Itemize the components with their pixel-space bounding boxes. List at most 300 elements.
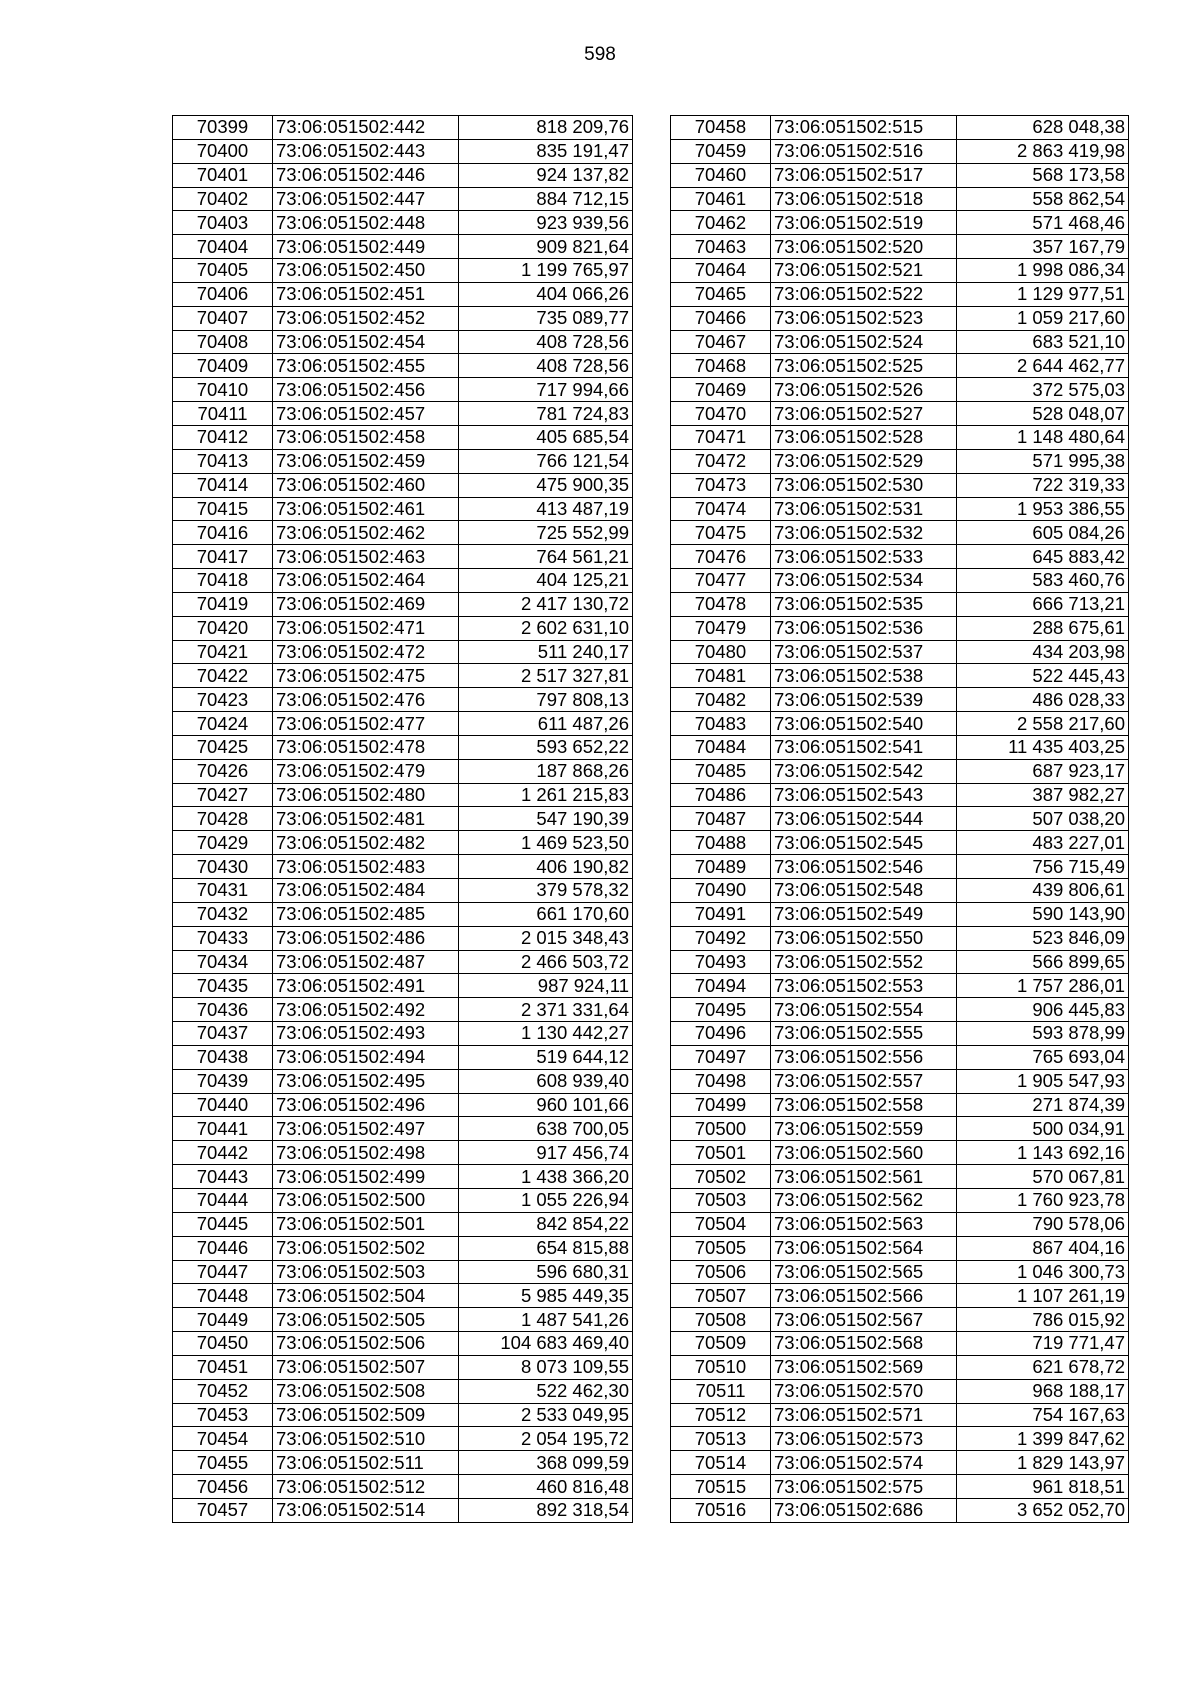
value-cell: 404 066,26 bbox=[459, 282, 633, 306]
table-row bbox=[671, 1427, 1129, 1451]
table-row bbox=[173, 902, 633, 926]
table-row bbox=[173, 449, 633, 473]
cadastral-number: 73:06:051502:495 bbox=[273, 1069, 459, 1093]
row-number: 70503 bbox=[671, 1188, 771, 1212]
table-row bbox=[173, 688, 633, 712]
table-row bbox=[671, 759, 1129, 783]
row-number: 70415 bbox=[173, 497, 273, 521]
table-row bbox=[173, 1355, 633, 1379]
table-row bbox=[173, 354, 633, 378]
table-row bbox=[173, 759, 633, 783]
row-number: 70435 bbox=[173, 974, 273, 998]
value-cell: 1 905 547,93 bbox=[957, 1069, 1129, 1093]
value-cell: 683 521,10 bbox=[957, 330, 1129, 354]
cadastral-number: 73:06:051502:451 bbox=[273, 282, 459, 306]
table-row bbox=[671, 497, 1129, 521]
row-number: 70434 bbox=[173, 950, 273, 974]
row-number: 70463 bbox=[671, 235, 771, 259]
row-number: 70417 bbox=[173, 545, 273, 569]
cadastral-number: 73:06:051502:498 bbox=[273, 1141, 459, 1165]
row-number: 70439 bbox=[173, 1069, 273, 1093]
value-cell: 405 685,54 bbox=[459, 425, 633, 449]
table-row bbox=[671, 855, 1129, 879]
table-row bbox=[173, 1403, 633, 1427]
cadastral-number: 73:06:051502:455 bbox=[273, 354, 459, 378]
cadastral-number: 73:06:051502:462 bbox=[273, 521, 459, 545]
row-number: 70461 bbox=[671, 187, 771, 211]
value-cell: 1 107 261,19 bbox=[957, 1284, 1129, 1308]
row-number: 70422 bbox=[173, 664, 273, 688]
table-row bbox=[173, 259, 633, 283]
value-cell: 368 099,59 bbox=[459, 1451, 633, 1475]
cadastral-number: 73:06:051502:481 bbox=[273, 807, 459, 831]
table-row bbox=[671, 1069, 1129, 1093]
row-number: 70409 bbox=[173, 354, 273, 378]
cadastral-number: 73:06:051502:501 bbox=[273, 1212, 459, 1236]
table-row bbox=[671, 1379, 1129, 1403]
row-number: 70505 bbox=[671, 1236, 771, 1260]
table-row bbox=[671, 712, 1129, 736]
value-cell: 1 438 366,20 bbox=[459, 1165, 633, 1189]
table-row bbox=[671, 688, 1129, 712]
value-cell: 583 460,76 bbox=[957, 569, 1129, 593]
cadastral-number: 73:06:051502:563 bbox=[771, 1212, 957, 1236]
table-row bbox=[671, 1475, 1129, 1499]
table-row bbox=[173, 1475, 633, 1499]
row-number: 70430 bbox=[173, 855, 273, 879]
row-number: 70466 bbox=[671, 306, 771, 330]
value-cell: 357 167,79 bbox=[957, 235, 1129, 259]
row-number: 70481 bbox=[671, 664, 771, 688]
cadastral-number: 73:06:051502:491 bbox=[273, 974, 459, 998]
row-number: 70432 bbox=[173, 902, 273, 926]
value-cell: 621 678,72 bbox=[957, 1355, 1129, 1379]
cadastral-number: 73:06:051502:508 bbox=[273, 1379, 459, 1403]
table-row bbox=[173, 974, 633, 998]
value-cell: 519 644,12 bbox=[459, 1045, 633, 1069]
cadastral-number: 73:06:051502:531 bbox=[771, 497, 957, 521]
table-row bbox=[671, 1141, 1129, 1165]
cadastral-number: 73:06:051502:518 bbox=[771, 187, 957, 211]
row-number: 70460 bbox=[671, 163, 771, 187]
cadastral-number: 73:06:051502:477 bbox=[273, 712, 459, 736]
table-row bbox=[671, 1045, 1129, 1069]
row-number: 70457 bbox=[173, 1498, 273, 1522]
cadastral-number: 73:06:051502:517 bbox=[771, 163, 957, 187]
value-cell: 1 046 300,73 bbox=[957, 1260, 1129, 1284]
table-row bbox=[173, 1022, 633, 1046]
table-row bbox=[173, 1498, 633, 1522]
table-row bbox=[671, 449, 1129, 473]
value-cell: 654 815,88 bbox=[459, 1236, 633, 1260]
cadastral-number: 73:06:051502:527 bbox=[771, 402, 957, 426]
row-number: 70458 bbox=[671, 116, 771, 140]
table-row bbox=[173, 616, 633, 640]
value-cell: 547 190,39 bbox=[459, 807, 633, 831]
cadastral-number: 73:06:051502:574 bbox=[771, 1451, 957, 1475]
cadastral-number: 73:06:051502:570 bbox=[771, 1379, 957, 1403]
value-cell: 2 863 419,98 bbox=[957, 139, 1129, 163]
table-row bbox=[671, 235, 1129, 259]
value-cell: 764 561,21 bbox=[459, 545, 633, 569]
row-number: 70406 bbox=[173, 282, 273, 306]
cadastral-number: 73:06:051502:492 bbox=[273, 998, 459, 1022]
cadastral-number: 73:06:051502:532 bbox=[771, 521, 957, 545]
value-cell: 923 939,56 bbox=[459, 211, 633, 235]
table-row bbox=[173, 1045, 633, 1069]
cadastral-number: 73:06:051502:458 bbox=[273, 425, 459, 449]
row-number: 70497 bbox=[671, 1045, 771, 1069]
cadastral-number: 73:06:051502:524 bbox=[771, 330, 957, 354]
row-number: 70473 bbox=[671, 473, 771, 497]
row-number: 70490 bbox=[671, 879, 771, 903]
value-cell: 406 190,82 bbox=[459, 855, 633, 879]
cadastral-number: 73:06:051502:452 bbox=[273, 306, 459, 330]
cadastral-number: 73:06:051502:571 bbox=[771, 1403, 957, 1427]
table-row bbox=[671, 1355, 1129, 1379]
cadastral-number: 73:06:051502:469 bbox=[273, 592, 459, 616]
value-cell: 725 552,99 bbox=[459, 521, 633, 545]
value-cell: 558 862,54 bbox=[957, 187, 1129, 211]
row-number: 70464 bbox=[671, 259, 771, 283]
value-cell: 909 821,64 bbox=[459, 235, 633, 259]
row-number: 70441 bbox=[173, 1117, 273, 1141]
value-cell: 1 261 215,83 bbox=[459, 783, 633, 807]
cadastral-number: 73:06:051502:561 bbox=[771, 1165, 957, 1189]
row-number: 70486 bbox=[671, 783, 771, 807]
cadastral-number: 73:06:051502:472 bbox=[273, 640, 459, 664]
value-cell: 3 652 052,70 bbox=[957, 1498, 1129, 1522]
table-row bbox=[173, 1165, 633, 1189]
value-cell: 1 148 480,64 bbox=[957, 425, 1129, 449]
cadastral-number: 73:06:051502:497 bbox=[273, 1117, 459, 1141]
table-row bbox=[671, 640, 1129, 664]
table-row bbox=[173, 569, 633, 593]
page-number: 598 bbox=[584, 44, 616, 65]
value-cell: 1 487 541,26 bbox=[459, 1308, 633, 1332]
row-number: 70508 bbox=[671, 1308, 771, 1332]
table-row bbox=[671, 521, 1129, 545]
value-cell: 2 533 049,95 bbox=[459, 1403, 633, 1427]
table-row bbox=[173, 735, 633, 759]
cadastral-number: 73:06:051502:442 bbox=[273, 116, 459, 140]
cadastral-number: 73:06:051502:443 bbox=[273, 139, 459, 163]
value-cell: 781 724,83 bbox=[459, 402, 633, 426]
table-row bbox=[671, 1117, 1129, 1141]
table-row bbox=[671, 664, 1129, 688]
row-number: 70399 bbox=[173, 116, 273, 140]
row-number: 70453 bbox=[173, 1403, 273, 1427]
cadastral-number: 73:06:051502:573 bbox=[771, 1427, 957, 1451]
table-row bbox=[173, 282, 633, 306]
value-cell: 1 829 143,97 bbox=[957, 1451, 1129, 1475]
row-number: 70426 bbox=[173, 759, 273, 783]
table-row bbox=[173, 1379, 633, 1403]
cadastral-number: 73:06:051502:557 bbox=[771, 1069, 957, 1093]
row-number: 70401 bbox=[173, 163, 273, 187]
row-number: 70504 bbox=[671, 1212, 771, 1236]
table-row bbox=[173, 1332, 633, 1356]
row-number: 70485 bbox=[671, 759, 771, 783]
table-row bbox=[671, 545, 1129, 569]
row-number: 70480 bbox=[671, 640, 771, 664]
cadastral-number: 73:06:051502:450 bbox=[273, 259, 459, 283]
table-row bbox=[173, 521, 633, 545]
row-number: 70492 bbox=[671, 926, 771, 950]
cadastral-number: 73:06:051502:559 bbox=[771, 1117, 957, 1141]
row-number: 70438 bbox=[173, 1045, 273, 1069]
value-cell: 500 034,91 bbox=[957, 1117, 1129, 1141]
table-row bbox=[173, 1188, 633, 1212]
row-number: 70428 bbox=[173, 807, 273, 831]
value-cell: 2 602 631,10 bbox=[459, 616, 633, 640]
cadastral-number: 73:06:051502:448 bbox=[273, 211, 459, 235]
cadastral-number: 73:06:051502:529 bbox=[771, 449, 957, 473]
value-cell: 571 995,38 bbox=[957, 449, 1129, 473]
value-cell: 1 760 923,78 bbox=[957, 1188, 1129, 1212]
table-row bbox=[671, 259, 1129, 283]
value-cell: 596 680,31 bbox=[459, 1260, 633, 1284]
table-row bbox=[173, 1451, 633, 1475]
value-cell: 717 994,66 bbox=[459, 378, 633, 402]
row-number: 70437 bbox=[173, 1022, 273, 1046]
table-row bbox=[671, 926, 1129, 950]
row-number: 70421 bbox=[173, 640, 273, 664]
cadastral-number: 73:06:051502:506 bbox=[273, 1332, 459, 1356]
table-row bbox=[671, 807, 1129, 831]
cadastral-number: 73:06:051502:556 bbox=[771, 1045, 957, 1069]
value-cell: 434 203,98 bbox=[957, 640, 1129, 664]
cadastral-number: 73:06:051502:476 bbox=[273, 688, 459, 712]
value-cell: 835 191,47 bbox=[459, 139, 633, 163]
table-row bbox=[671, 735, 1129, 759]
cadastral-number: 73:06:051502:505 bbox=[273, 1308, 459, 1332]
row-number: 70483 bbox=[671, 712, 771, 736]
cadastral-number: 73:06:051502:540 bbox=[771, 712, 957, 736]
value-cell: 507 038,20 bbox=[957, 807, 1129, 831]
cadastral-table-right bbox=[670, 115, 1129, 1523]
row-number: 70474 bbox=[671, 497, 771, 521]
table-row bbox=[173, 473, 633, 497]
row-number: 70465 bbox=[671, 282, 771, 306]
row-number: 70445 bbox=[173, 1212, 273, 1236]
cadastral-number: 73:06:051502:510 bbox=[273, 1427, 459, 1451]
row-number: 70427 bbox=[173, 783, 273, 807]
cadastral-number: 73:06:051502:449 bbox=[273, 235, 459, 259]
cadastral-number: 73:06:051502:536 bbox=[771, 616, 957, 640]
cadastral-number: 73:06:051502:454 bbox=[273, 330, 459, 354]
row-number: 70418 bbox=[173, 569, 273, 593]
value-cell: 566 899,65 bbox=[957, 950, 1129, 974]
table-row bbox=[671, 831, 1129, 855]
value-cell: 404 125,21 bbox=[459, 569, 633, 593]
row-number: 70450 bbox=[173, 1332, 273, 1356]
table-row bbox=[671, 1332, 1129, 1356]
row-number: 70491 bbox=[671, 902, 771, 926]
row-number: 70489 bbox=[671, 855, 771, 879]
cadastral-number: 73:06:051502:523 bbox=[771, 306, 957, 330]
row-number: 70512 bbox=[671, 1403, 771, 1427]
table-row bbox=[671, 1165, 1129, 1189]
value-cell: 2 054 195,72 bbox=[459, 1427, 633, 1451]
cadastral-number: 73:06:051502:494 bbox=[273, 1045, 459, 1069]
table-row bbox=[671, 1284, 1129, 1308]
value-cell: 522 445,43 bbox=[957, 664, 1129, 688]
value-cell: 1 059 217,60 bbox=[957, 306, 1129, 330]
row-number: 70424 bbox=[173, 712, 273, 736]
value-cell: 590 143,90 bbox=[957, 902, 1129, 926]
table-row bbox=[173, 402, 633, 426]
value-cell: 528 048,07 bbox=[957, 402, 1129, 426]
cadastral-table-left bbox=[172, 115, 633, 1523]
table-row bbox=[671, 998, 1129, 1022]
row-number: 70407 bbox=[173, 306, 273, 330]
value-cell: 379 578,32 bbox=[459, 879, 633, 903]
table-row bbox=[173, 998, 633, 1022]
value-cell: 756 715,49 bbox=[957, 855, 1129, 879]
row-number: 70459 bbox=[671, 139, 771, 163]
row-number: 70403 bbox=[173, 211, 273, 235]
cadastral-number: 73:06:051502:456 bbox=[273, 378, 459, 402]
value-cell: 1 757 286,01 bbox=[957, 974, 1129, 998]
row-number: 70511 bbox=[671, 1379, 771, 1403]
value-cell: 754 167,63 bbox=[957, 1403, 1129, 1427]
row-number: 70479 bbox=[671, 616, 771, 640]
cadastral-number: 73:06:051502:502 bbox=[273, 1236, 459, 1260]
table-row bbox=[671, 330, 1129, 354]
table-row bbox=[173, 1212, 633, 1236]
value-cell: 11 435 403,25 bbox=[957, 735, 1129, 759]
value-cell: 1 143 692,16 bbox=[957, 1141, 1129, 1165]
cadastral-number: 73:06:051502:479 bbox=[273, 759, 459, 783]
row-number: 70425 bbox=[173, 735, 273, 759]
cadastral-number: 73:06:051502:554 bbox=[771, 998, 957, 1022]
row-number: 70449 bbox=[173, 1308, 273, 1332]
table-row bbox=[671, 1236, 1129, 1260]
value-cell: 483 227,01 bbox=[957, 831, 1129, 855]
cadastral-number: 73:06:051502:516 bbox=[771, 139, 957, 163]
table-row bbox=[173, 831, 633, 855]
row-number: 70447 bbox=[173, 1260, 273, 1284]
cadastral-number: 73:06:051502:564 bbox=[771, 1236, 957, 1260]
value-cell: 187 868,26 bbox=[459, 759, 633, 783]
row-number: 70454 bbox=[173, 1427, 273, 1451]
row-number: 70475 bbox=[671, 521, 771, 545]
cadastral-number: 73:06:051502:485 bbox=[273, 902, 459, 926]
row-number: 70429 bbox=[173, 831, 273, 855]
cadastral-number: 73:06:051502:447 bbox=[273, 187, 459, 211]
row-number: 70482 bbox=[671, 688, 771, 712]
row-number: 70440 bbox=[173, 1093, 273, 1117]
cadastral-number: 73:06:051502:457 bbox=[273, 402, 459, 426]
cadastral-number: 73:06:051502:496 bbox=[273, 1093, 459, 1117]
value-cell: 2 517 327,81 bbox=[459, 664, 633, 688]
value-cell: 1 129 977,51 bbox=[957, 282, 1129, 306]
table-row bbox=[671, 902, 1129, 926]
table-row bbox=[671, 1022, 1129, 1046]
cadastral-number: 73:06:051502:552 bbox=[771, 950, 957, 974]
table-row bbox=[173, 855, 633, 879]
value-cell: 1 399 847,62 bbox=[957, 1427, 1129, 1451]
row-number: 70462 bbox=[671, 211, 771, 235]
cadastral-number: 73:06:051502:566 bbox=[771, 1284, 957, 1308]
value-cell: 522 462,30 bbox=[459, 1379, 633, 1403]
row-number: 70495 bbox=[671, 998, 771, 1022]
table-row bbox=[173, 664, 633, 688]
table-row bbox=[671, 378, 1129, 402]
table-row bbox=[671, 306, 1129, 330]
value-cell: 1 130 442,27 bbox=[459, 1022, 633, 1046]
cadastral-number: 73:06:051502:545 bbox=[771, 831, 957, 855]
row-number: 70455 bbox=[173, 1451, 273, 1475]
row-number: 70468 bbox=[671, 354, 771, 378]
value-cell: 961 818,51 bbox=[957, 1475, 1129, 1499]
row-number: 70477 bbox=[671, 569, 771, 593]
table-row bbox=[173, 330, 633, 354]
table-row bbox=[173, 116, 633, 140]
cadastral-number: 73:06:051502:521 bbox=[771, 259, 957, 283]
cadastral-number: 73:06:051502:446 bbox=[273, 163, 459, 187]
value-cell: 611 487,26 bbox=[459, 712, 633, 736]
table-row bbox=[671, 139, 1129, 163]
row-number: 70412 bbox=[173, 425, 273, 449]
cadastral-number: 73:06:051502:515 bbox=[771, 116, 957, 140]
value-cell: 288 675,61 bbox=[957, 616, 1129, 640]
table-row bbox=[173, 163, 633, 187]
table-row bbox=[173, 306, 633, 330]
row-number: 70493 bbox=[671, 950, 771, 974]
cadastral-number: 73:06:051502:538 bbox=[771, 664, 957, 688]
cadastral-number: 73:06:051502:543 bbox=[771, 783, 957, 807]
row-number: 70501 bbox=[671, 1141, 771, 1165]
table-row bbox=[671, 1212, 1129, 1236]
table-row bbox=[173, 1427, 633, 1451]
table-row bbox=[671, 402, 1129, 426]
cadastral-number: 73:06:051502:548 bbox=[771, 879, 957, 903]
value-cell: 2 015 348,43 bbox=[459, 926, 633, 950]
table-row bbox=[173, 1308, 633, 1332]
table-row bbox=[173, 1117, 633, 1141]
table-row bbox=[173, 1236, 633, 1260]
cadastral-number: 73:06:051502:483 bbox=[273, 855, 459, 879]
cadastral-number: 73:06:051502:514 bbox=[273, 1498, 459, 1522]
row-number: 70478 bbox=[671, 592, 771, 616]
value-cell: 571 468,46 bbox=[957, 211, 1129, 235]
table-row bbox=[671, 1451, 1129, 1475]
value-cell: 475 900,35 bbox=[459, 473, 633, 497]
value-cell: 372 575,03 bbox=[957, 378, 1129, 402]
value-cell: 2 558 217,60 bbox=[957, 712, 1129, 736]
row-number: 70470 bbox=[671, 402, 771, 426]
row-number: 70469 bbox=[671, 378, 771, 402]
cadastral-number: 73:06:051502:509 bbox=[273, 1403, 459, 1427]
value-cell: 568 173,58 bbox=[957, 163, 1129, 187]
value-cell: 790 578,06 bbox=[957, 1212, 1129, 1236]
row-number: 70509 bbox=[671, 1332, 771, 1356]
table-row bbox=[671, 473, 1129, 497]
row-number: 70442 bbox=[173, 1141, 273, 1165]
value-cell: 924 137,82 bbox=[459, 163, 633, 187]
table-row bbox=[671, 950, 1129, 974]
table-row bbox=[671, 1188, 1129, 1212]
row-number: 70515 bbox=[671, 1475, 771, 1499]
value-cell: 413 487,19 bbox=[459, 497, 633, 521]
table-row bbox=[671, 974, 1129, 998]
row-number: 70467 bbox=[671, 330, 771, 354]
row-number: 70471 bbox=[671, 425, 771, 449]
cadastral-number: 73:06:051502:534 bbox=[771, 569, 957, 593]
value-cell: 638 700,05 bbox=[459, 1117, 633, 1141]
